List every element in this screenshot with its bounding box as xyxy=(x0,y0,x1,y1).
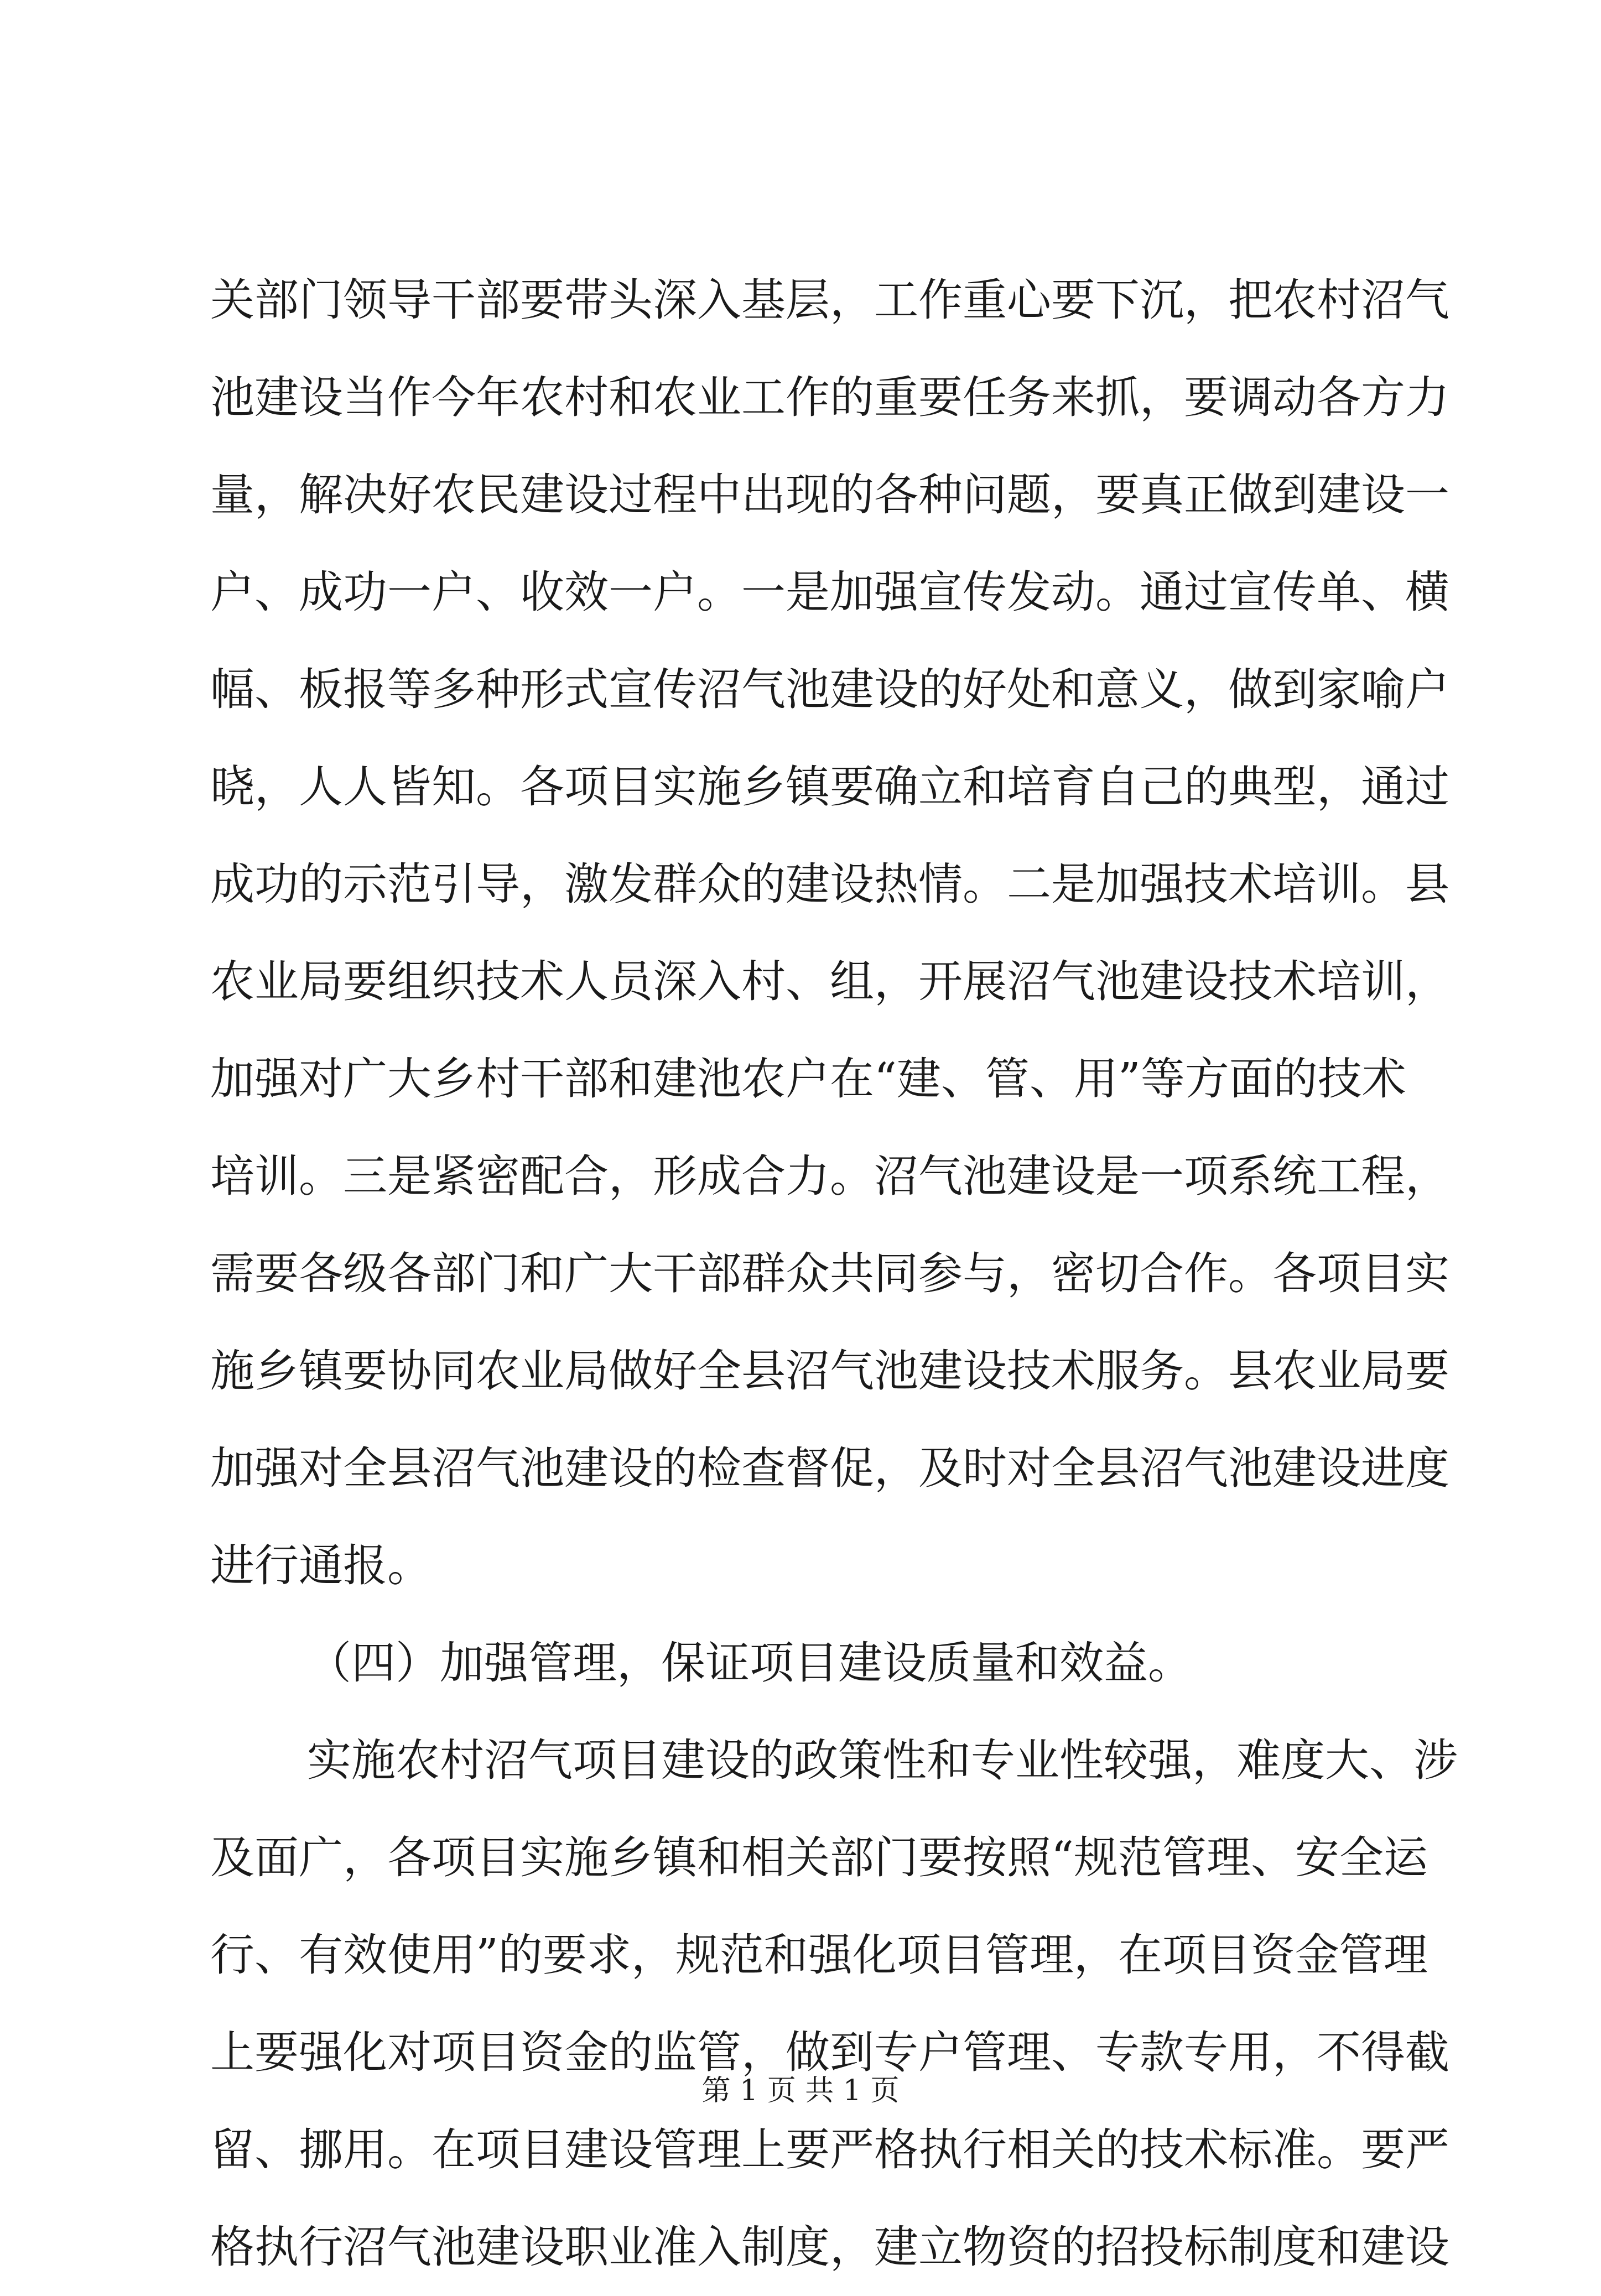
text-line: 施乡镇要协同农业局做好全县沼气池建设技术服务。县农业局要 xyxy=(210,1345,1449,1397)
text-line: 及面广，各项目实施乡镇和相关部门要按照“规范管理、安全运 xyxy=(210,1832,1428,1883)
text-line: 加强对广大乡村干部和建池农户在“建、管、用”等方面的技术 xyxy=(210,1053,1406,1105)
text-line: 加强对全县沼气池建设的检查督促，及时对全县沼气池建设进度 xyxy=(210,1443,1449,1494)
text-line: 成功的示范引导，激发群众的建设热情。二是加强技术培训。县 xyxy=(210,858,1449,910)
text-line: 格执行沼气池建设职业准入制度，建立物资的招投标制度和建设 xyxy=(210,2221,1449,2273)
text-line: 行、有效使用”的要求，规范和强化项目管理，在项目资金管理 xyxy=(210,1929,1428,1981)
text-line: 培训。三是紧密配合，形成合力。沼气池建设是一项系统工程， xyxy=(210,1150,1449,1202)
section-heading: （四）加强管理，保证项目建设质量和效益。 xyxy=(307,1637,1192,1689)
text-line: 上要强化对项目资金的监管，做到专户管理、专款专用，不得截 xyxy=(210,2027,1449,2078)
text-line: 池建设当作今年农村和农业工作的重要任务来抓，要调动各方力 xyxy=(210,372,1449,423)
text-line: 关部门领导干部要带头深入基层，工作重心要下沉，把农村沼气 xyxy=(210,274,1449,326)
text-line: 留、挪用。在项目建设管理上要严格执行相关的技术标准。要严 xyxy=(210,2124,1449,2175)
text-line: 农业局要组织技术人员深入村、组，开展沼气池建设技术培训， xyxy=(210,956,1449,1007)
text-line: 户、成功一户、收效一户。一是加强宣传发动。通过宣传单、横 xyxy=(210,566,1449,618)
text-line: 量，解决好农民建设过程中出现的各种问题，要真正做到建设一 xyxy=(210,469,1449,520)
text-line: 幅、板报等多种形式宣传沼气池建设的好处和意义，做到家喻户 xyxy=(210,664,1449,715)
text-line: 晓，人人皆知。各项目实施乡镇要确立和培育自己的典型，通过 xyxy=(210,761,1449,813)
text-line: 进行通报。 xyxy=(210,1540,432,1591)
body-text xyxy=(210,252,1458,2296)
text-line: 需要各级各部门和广大干部群众共同参与，密切合作。各项目实 xyxy=(210,1248,1449,1299)
page-footer: 第 1 页 共 1 页 xyxy=(701,2074,900,2107)
text-line: 实施农村沼气项目建设的政策性和专业性较强，难度大、涉 xyxy=(307,1735,1458,1786)
